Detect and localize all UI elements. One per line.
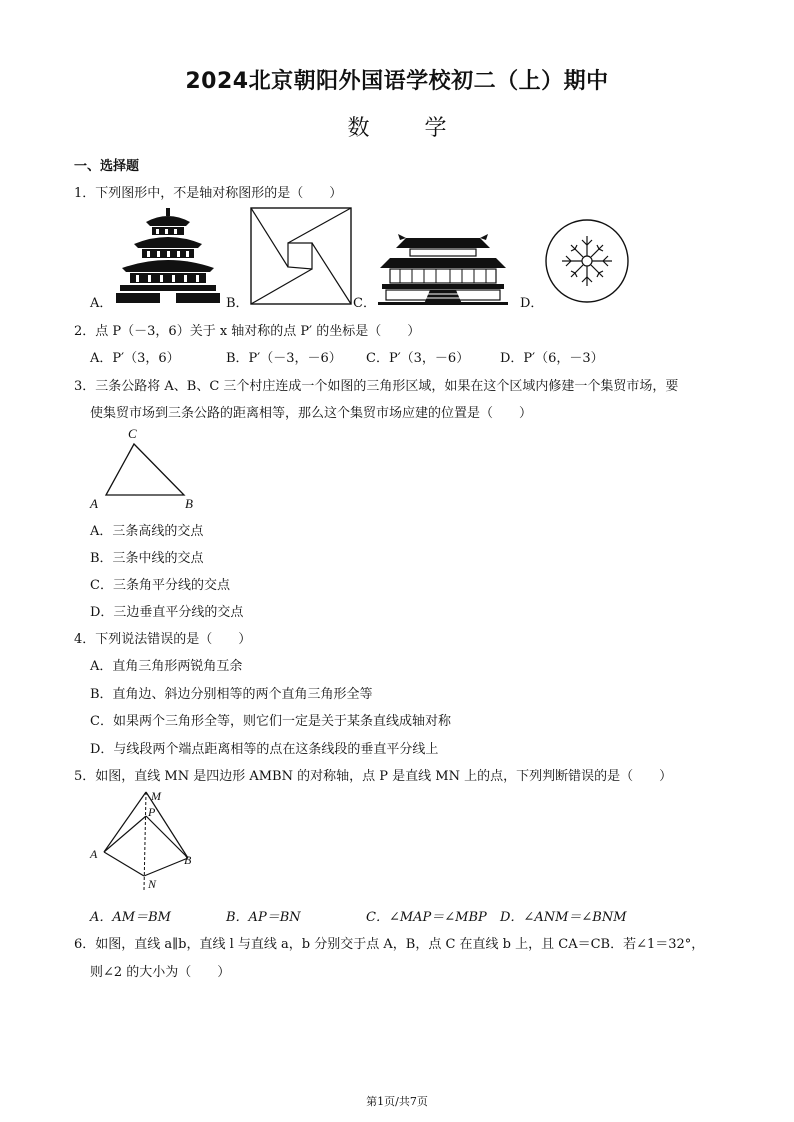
- q4-option-a: A．直角三角形两锐角互余: [90, 659, 243, 674]
- quadrilateral-amnb-figure: [86, 786, 200, 896]
- q2-stem: 2．点 P（－3，6）关于 x 轴对称的点 P′ 的坐标是（ ）: [74, 324, 421, 339]
- subject-char-2: 学: [424, 116, 447, 141]
- q5-option-a: A．AM＝BM: [90, 910, 171, 925]
- triangle-label-c: C: [128, 426, 137, 441]
- triangle-label-a: A: [90, 496, 98, 511]
- figure-label-a: A: [90, 847, 98, 861]
- q1-stem: 1．下列图形中，不是轴对称图形的是（ ）: [74, 186, 343, 201]
- temple-of-heaven-figure: [116, 208, 220, 304]
- q5-option-d: D．∠ANM＝∠BNM: [500, 910, 627, 925]
- q5-option-c: C．∠MAP＝∠MBP: [366, 910, 487, 925]
- q3-option-b: B．三条中线的交点: [90, 551, 204, 566]
- figure-label-b: B: [184, 853, 192, 867]
- q4-option-c: C．如果两个三角形全等，则它们一定是关于某条直线成轴对称: [90, 714, 451, 729]
- page-footer: 第1页/共7页: [366, 1095, 428, 1108]
- figure-label-n: N: [148, 877, 157, 891]
- q4-option-d: D．与线段两个端点距离相等的点在这条线段的垂直平分线上: [90, 742, 439, 757]
- q2-option-c: C．P′（3，－6）: [366, 351, 470, 366]
- palace-hall-figure: [378, 226, 508, 306]
- q1-option-d-label: D．: [520, 296, 544, 311]
- q3-stem-line-1: 3．三条公路将 A、B、C 三个村庄连成一个如图的三角形区域，如果在这个区域内修建一个集贸市场，要: [74, 379, 679, 394]
- q1-option-c-label: C．: [353, 296, 376, 311]
- page-title: 2024北京朝阳外国语学校初二（上）期中: [185, 69, 609, 94]
- q3-option-d: D．三边垂直平分线的交点: [90, 605, 244, 620]
- q3-option-c: C．三条角平分线的交点: [90, 578, 230, 593]
- q2-option-b: B．P′（－3，－6）: [226, 351, 342, 366]
- q2-option-a: A．P′（3，6）: [90, 351, 180, 366]
- subject-char-1: 数: [347, 116, 370, 141]
- q3-option-a: A．三条高线的交点: [90, 524, 204, 539]
- q3-stem-line-2: 使集贸市场到三条公路的距离相等，那么这个集贸市场应建的位置是（ ）: [90, 406, 533, 421]
- subject-heading: [0, 111, 794, 142]
- q2-option-d: D．P′（6，－3）: [500, 351, 604, 366]
- q6-stem-line-2: 则∠2 的大小为（ ）: [90, 965, 231, 980]
- triangle-abc-figure: [86, 424, 206, 514]
- figure-label-m: M: [151, 789, 161, 803]
- q1-option-a-label: A．: [90, 296, 113, 311]
- snowflake-figure: [544, 218, 630, 304]
- q5-option-b: B．AP＝BN: [226, 910, 301, 925]
- pinwheel-square-figure: [250, 207, 352, 305]
- figure-label-p: P: [148, 805, 156, 819]
- q6-stem-line-1: 6．如图，直线 a∥b，直线 l 与直线 a，b 分别交于点 A，B，点 C 在直线 b 上，且 CA＝CB．若∠1＝32°，: [74, 937, 705, 952]
- q1-option-b-label: B．: [226, 296, 249, 311]
- q4-option-b: B．直角边、斜边分别相等的两个直角三角形全等: [90, 687, 373, 702]
- section-heading: 一、选择题: [74, 159, 140, 174]
- q4-stem: 4．下列说法错误的是（ ）: [74, 632, 252, 647]
- triangle-label-b: B: [185, 496, 193, 511]
- q5-stem: 5．如图，直线 MN 是四边形 AMBN 的对称轴，点 P 是直线 MN 上的点，下列判断错误的是（ ）: [74, 769, 673, 784]
